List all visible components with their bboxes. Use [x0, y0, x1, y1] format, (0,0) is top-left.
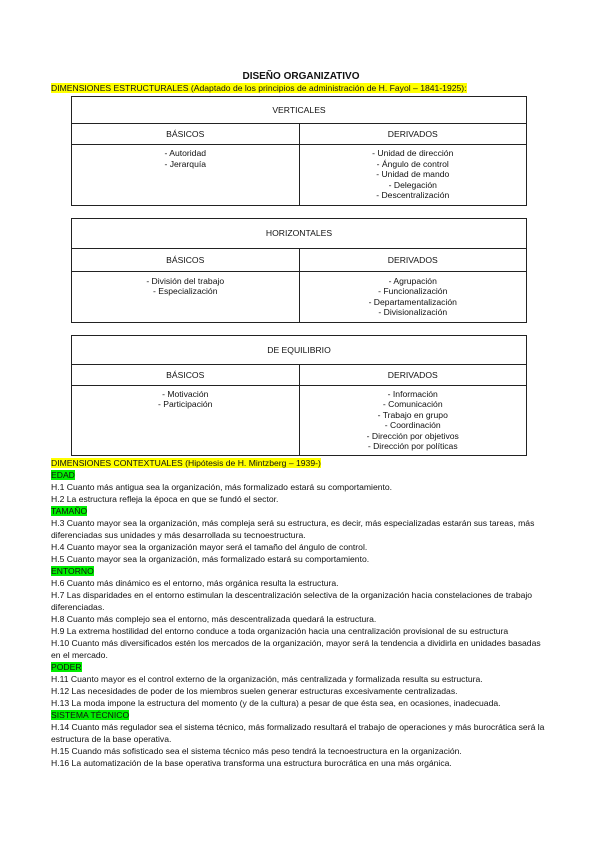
document-page	[51, 70, 551, 769]
derivados-list	[300, 389, 527, 452]
list-item: - Motivación	[162, 388, 209, 399]
list-item: - Ángulo de control	[376, 158, 449, 169]
table-body-row	[72, 385, 526, 455]
table-verticales	[71, 96, 527, 206]
hypothesis-item: H.3 Cuanto mayor sea la organización, más compleja será su estructura, es decir, más especializadas estarán sus tareas, más diferenciadas sus unidades y más desarrollada su tecnoestructura.	[51, 517, 535, 540]
list-item: - Participación	[158, 399, 213, 409]
list-item: - Especialización	[153, 286, 218, 296]
derivados-cell	[299, 385, 526, 455]
basicos-list	[72, 389, 299, 410]
list-item: - Funcionalización	[378, 286, 448, 296]
contextual-heading-text: DIMENSIONES CONTEXTUALES (Hipótesis de H. Mintzberg – 1939-)	[51, 457, 321, 468]
hypothesis-item: H.10 Cuanto más diversificados estén los mercados de la organización, mayor será la tendencia a dividirla en unidades basadas en el mercado.	[51, 637, 541, 660]
hypothesis-item: H.15 Cuando más sofisticado sea el sistema técnico más peso tendrá la tecnoestructura en la organización.	[51, 745, 462, 756]
table-caption: VERTICALES	[72, 97, 526, 124]
derivados-cell	[299, 145, 526, 205]
list-item: - Autoridad	[164, 148, 207, 158]
list-item: - Unidad de dirección	[372, 148, 454, 158]
section-label-sistema-tecnico: SISTEMA TÉCNICO	[51, 709, 130, 720]
basicos-cell	[72, 145, 299, 205]
basicos-cell	[72, 271, 299, 322]
list-item: - Información	[387, 388, 438, 399]
table-de-equilibrio	[71, 335, 527, 456]
hypothesis-item: H.7 Las disparidades en el entorno estimulan la descentralización selectiva de la organización hacia constelaciones de trabajo diferenciadas.	[51, 589, 533, 612]
section-label-poder: PODER	[51, 661, 82, 672]
hypothesis-item: H.9 La extrema hostilidad del entorno conduce a toda organización hacia una centralización provisional de su estructura	[51, 625, 509, 636]
basicos-list	[72, 148, 299, 169]
basicos-header: BÁSICOS	[72, 365, 299, 386]
hypothesis-item: H.11 Cuanto mayor es el control externo de la organización, más centralizada y formalizada resulta su estructura.	[51, 673, 483, 684]
table-grid	[72, 365, 526, 455]
contextual-heading	[51, 458, 551, 469]
derivados-header: DERIVADOS	[299, 365, 526, 386]
table-body-row	[72, 145, 526, 205]
table-header-row	[72, 249, 526, 272]
structural-heading	[51, 83, 551, 94]
table-horizontales	[71, 218, 527, 323]
table-grid	[72, 249, 526, 322]
list-item: - Dirección por objetivos	[366, 430, 459, 441]
list-item: - Departamentalización	[368, 296, 457, 307]
section-label-tamano: TAMAÑO	[51, 505, 88, 516]
list-item: - Unidad de mando	[376, 169, 450, 179]
table-caption: HORIZONTALES	[72, 219, 526, 249]
list-item: - Descentralización	[376, 190, 450, 200]
hypothesis-item: H.13 La moda impone la estructura del momento (y de la cultura) a pesar de que ésta sea, en ocasiones, inadecuada.	[51, 697, 501, 708]
table-grid	[72, 124, 526, 205]
section-label-edad: EDAD	[51, 469, 75, 480]
hypothesis-item: H.2 La estructura refleja la época en que se fundó el sector.	[51, 493, 279, 504]
derivados-list	[300, 276, 527, 318]
hypothesis-item: H.6 Cuanto más dinámico es el entorno, más orgánica resulta la estructura.	[51, 577, 339, 588]
table-header-row	[72, 124, 526, 145]
list-item: - Dirección por políticas	[367, 441, 458, 451]
basicos-list	[72, 276, 299, 297]
list-item: - Trabajo en grupo	[377, 409, 448, 420]
list-item: - Agrupación	[388, 275, 437, 286]
basicos-header: BÁSICOS	[72, 124, 299, 145]
hypothesis-item: H.4 Cuanto mayor sea la organización mayor será el tamaño del ángulo de control.	[51, 541, 368, 552]
hypothesis-item: H.5 Cuanto mayor sea la organización, más formalizado estará su comportamiento.	[51, 553, 370, 564]
hypothesis-item: H.1 Cuanto más antigua sea la organización, más formalizado estará su comportamiento.	[51, 481, 393, 492]
structural-heading-text: DIMENSIONES ESTRUCTURALES (Adaptado de los principios de administración de H. Fayol – 1841-1925):	[51, 83, 467, 93]
table-caption: DE EQUILIBRIO	[72, 336, 526, 365]
list-item: - Delegación	[388, 179, 437, 190]
hypothesis-item: H.8 Cuanto más complejo sea el entorno, más descentralizada quedará la estructura.	[51, 613, 377, 624]
list-item: - Coordinación	[384, 420, 441, 430]
section-label-entorno: ENTORNO	[51, 565, 94, 576]
list-item: - Divisionalización	[378, 307, 448, 317]
hypothesis-item: H.12 Las necesidades de poder de los miembros suelen generar estructuras excesivamente centralizadas.	[51, 685, 458, 696]
derivados-list	[300, 148, 527, 201]
hypothesis-item: H.14 Cuanto más regulador sea el sistema técnico, más formalizado resultará el trabajo de operaciones y más burocrática será la estructura de la base operativa.	[51, 721, 545, 744]
table-body-row	[72, 271, 526, 322]
derivados-cell	[299, 271, 526, 322]
page-title: DISEÑO ORGANIZATIVO	[242, 71, 360, 82]
list-item: - Jerarquía	[164, 158, 207, 169]
derivados-header: DERIVADOS	[299, 124, 526, 145]
contextual-body	[51, 469, 551, 769]
list-item: - Comunicación	[382, 399, 443, 409]
table-header-row	[72, 365, 526, 386]
basicos-cell	[72, 385, 299, 455]
list-item: - División del trabajo	[146, 275, 225, 286]
basicos-header: BÁSICOS	[72, 249, 299, 272]
derivados-header: DERIVADOS	[299, 249, 526, 272]
hypothesis-item: H.16 La automatización de la base operativa transforma una estructura burocrática en una más orgánica.	[51, 757, 452, 768]
